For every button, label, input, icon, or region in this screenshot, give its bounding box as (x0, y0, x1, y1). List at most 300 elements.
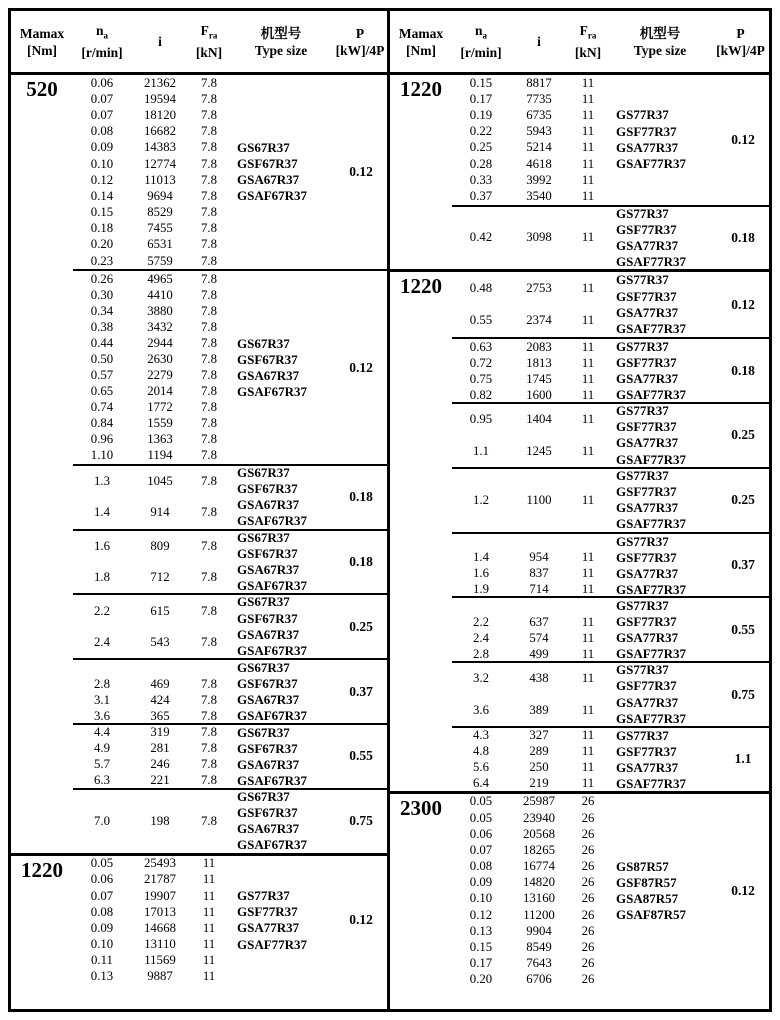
type-size: GSA67R37 (237, 367, 300, 383)
spec-lines (452, 534, 717, 597)
type-size: GSA77R37 (616, 694, 679, 710)
power-value: 1.1 (734, 751, 752, 767)
fra-value: 11 (581, 630, 595, 645)
type-size: GSA77R37 (616, 371, 679, 387)
na-value: 1.3 (94, 473, 110, 488)
type-size: GS87R57 (616, 858, 669, 874)
type-size-list (608, 663, 717, 726)
spec-block (452, 596, 769, 661)
power-value: 0.12 (349, 359, 373, 375)
force-symbol: $F_{ra}$ (579, 22, 597, 41)
type-label-en: Type size (633, 42, 687, 58)
ratio-value: 9694 (147, 188, 173, 203)
ratio-value: 2279 (147, 368, 173, 383)
type-size: GS67R37 (237, 788, 290, 804)
na-value: 0.06 (469, 826, 493, 841)
torque-value: 1220 (400, 274, 442, 299)
torque-unit: [Nm] (27, 42, 57, 58)
spec-table-left (11, 11, 390, 1009)
ratio-value: 499 (529, 646, 549, 661)
fra-value: 7.8 (201, 603, 217, 618)
type-size: GSF67R37 (237, 351, 298, 367)
spec-block (73, 75, 387, 269)
fra-value: 7.8 (201, 538, 217, 553)
table-row (452, 412, 608, 427)
na-value: 0.42 (469, 230, 493, 245)
fra-value: 11 (581, 387, 595, 402)
table-row (452, 281, 608, 296)
fra-value: 11 (202, 872, 216, 887)
na-value: 0.17 (469, 956, 493, 971)
col-header-power (712, 25, 769, 59)
type-size: GSF77R37 (616, 123, 677, 139)
na-value: 0.09 (469, 875, 493, 890)
spec-block (73, 464, 387, 529)
table-row (73, 741, 335, 757)
table-row (73, 448, 335, 464)
type-size-list (608, 272, 717, 337)
speed-symbol: $n_a$ (474, 22, 487, 41)
fra-value: 26 (581, 940, 595, 955)
fra-value: 7.8 (201, 188, 217, 203)
table-row (452, 355, 717, 371)
ratio-value: 954 (529, 550, 549, 565)
type-size: GS77R37 (616, 403, 669, 419)
fra-value: 7.8 (201, 448, 217, 463)
ratio-value: 9904 (526, 923, 552, 938)
na-value: 4.8 (473, 744, 489, 759)
ratio-symbol: i (537, 34, 541, 49)
na-value: 0.38 (90, 320, 114, 334)
fra-value: 26 (581, 891, 595, 906)
power-value: 0.55 (731, 621, 755, 637)
fra-value: 7.8 (201, 505, 217, 520)
type-size: GSAF67R37 (237, 188, 308, 204)
na-value: 0.96 (90, 432, 114, 447)
table-row (73, 872, 335, 888)
type-size: GS77R37 (616, 339, 669, 355)
type-size-list (229, 531, 335, 594)
na-value: 3.6 (473, 702, 489, 717)
fra-value: 11 (581, 492, 595, 507)
ratio-value: 574 (529, 630, 549, 645)
spec-block (73, 529, 387, 594)
type-size: GSAF77R37 (616, 254, 687, 270)
spec-block (73, 658, 387, 723)
table-row (452, 188, 717, 204)
fra-value: 11 (581, 156, 595, 171)
fra-value: 11 (581, 230, 595, 245)
na-value: 0.20 (469, 972, 493, 987)
type-size: GSA87R57 (616, 890, 679, 906)
na-value: 0.08 (469, 859, 493, 874)
type-size-list (229, 466, 335, 529)
type-size: GSAF87R57 (616, 907, 687, 923)
spec-table-right (390, 11, 769, 1009)
ratio-value: 637 (529, 614, 549, 629)
table-row (73, 237, 335, 253)
ratio-value: 1559 (147, 416, 173, 431)
ratio-value: 2753 (526, 281, 552, 296)
col-header-force (568, 22, 608, 62)
type-size: GSF67R37 (237, 740, 298, 756)
type-size: GSA77R37 (616, 630, 679, 646)
table-row (73, 814, 229, 829)
torque-value: 520 (26, 77, 58, 101)
torque-group (390, 269, 769, 790)
table-header (11, 11, 387, 75)
type-size: GSA77R37 (616, 238, 679, 253)
ratio-value: 1404 (526, 412, 552, 427)
torque-value: 2300 (400, 795, 442, 820)
type-size: GS67R37 (237, 139, 290, 155)
power-value: 0.12 (731, 882, 755, 898)
power-value: 0.18 (731, 362, 755, 378)
type-size-list (608, 207, 717, 270)
type-size: GSA67R37 (237, 626, 300, 642)
table-row (73, 505, 229, 520)
torque-group (11, 853, 387, 986)
na-value: 0.28 (469, 156, 493, 171)
table-row (452, 875, 717, 891)
type-size: GSAF77R37 (616, 321, 687, 336)
fra-value: 7.8 (201, 303, 217, 318)
na-value: 4.9 (94, 741, 110, 756)
ratio-value: 6531 (147, 237, 173, 252)
type-size: GS67R37 (237, 724, 290, 740)
na-value: 0.06 (90, 872, 114, 887)
table-row (452, 313, 608, 328)
fra-value: 7.8 (201, 384, 217, 399)
table-row (73, 368, 335, 384)
fra-value: 11 (202, 969, 216, 984)
spec-block (73, 269, 387, 463)
data-rows (73, 531, 229, 594)
type-size: GSAF77R37 (616, 646, 687, 662)
ratio-value: 21362 (144, 75, 176, 90)
col-header-speed (452, 22, 510, 62)
type-size: GSA77R37 (616, 565, 679, 581)
data-rows (73, 595, 229, 658)
fra-value: 11 (581, 339, 595, 354)
table-row (452, 842, 717, 858)
table-row (452, 339, 717, 355)
na-value: 0.26 (90, 271, 114, 286)
ratio-value: 5214 (526, 140, 552, 155)
power-value: 0.55 (349, 748, 373, 764)
ratio-value: 6735 (526, 107, 552, 122)
table-row (73, 221, 335, 237)
na-value: 4.4 (94, 725, 110, 740)
data-rows (452, 663, 608, 726)
data-rows (73, 466, 229, 529)
type-size: GSA67R37 (237, 561, 300, 577)
table-row (452, 124, 717, 140)
power-unit: [kW]/4P (335, 42, 385, 58)
ratio-value: 3540 (526, 188, 552, 203)
na-value: 0.75 (469, 371, 493, 386)
na-value: 0.11 (91, 953, 113, 968)
type-size: GSF77R37 (616, 743, 677, 759)
fra-value: 7.8 (201, 757, 217, 772)
ratio-value: 389 (529, 702, 549, 717)
fra-value: 7.8 (201, 237, 217, 252)
na-value: 0.84 (90, 416, 114, 431)
na-value: 0.44 (90, 336, 114, 351)
table-row (452, 776, 717, 791)
type-size: GS77R37 (616, 662, 669, 678)
fra-value: 7.8 (201, 124, 217, 139)
type-size: GSA77R37 (616, 304, 679, 320)
ratio-value: 1813 (526, 355, 552, 370)
fra-value: 11 (581, 566, 595, 581)
type-size-list (229, 790, 335, 853)
na-value: 0.05 (469, 794, 493, 809)
na-value: 0.18 (90, 221, 114, 236)
table-row (452, 598, 717, 614)
table-row (452, 891, 717, 907)
spec-lines (73, 75, 335, 269)
ratio-value: 11200 (523, 907, 555, 922)
ratio-value: 1772 (147, 400, 173, 415)
fra-value: 11 (581, 140, 595, 155)
spec-lines (73, 725, 335, 788)
speed-symbol: $n_a$ (95, 22, 108, 41)
table-row (452, 493, 608, 508)
na-value: 1.2 (473, 492, 489, 507)
ratio-value: 221 (150, 773, 170, 788)
power-value: 0.75 (349, 813, 373, 829)
fra-value: 11 (581, 582, 595, 597)
ratio-value: 2630 (147, 352, 173, 367)
table-row (73, 570, 229, 585)
na-value: 1.4 (473, 550, 489, 565)
table-row (73, 539, 229, 554)
type-size: GSF67R37 (237, 804, 298, 820)
type-size: GSAF67R37 (237, 772, 308, 788)
speed-unit: [r/min] (460, 45, 502, 61)
table-row (73, 287, 335, 303)
fra-value: 11 (581, 412, 595, 427)
fra-value: 11 (581, 744, 595, 759)
table-row (73, 432, 335, 448)
table-row (73, 75, 335, 91)
type-size: GSA77R37 (237, 920, 300, 936)
fra-value: 11 (202, 888, 216, 903)
table-header (390, 11, 769, 75)
na-value: 0.57 (90, 368, 114, 383)
table-row (452, 671, 608, 686)
ratio-value: 2014 (147, 384, 173, 399)
table-row (73, 757, 335, 773)
ratio-value: 7735 (526, 91, 552, 106)
fra-value: 7.8 (201, 156, 217, 171)
power-value: 0.75 (731, 686, 755, 702)
table-row (73, 635, 229, 650)
na-value: 0.23 (90, 253, 114, 268)
table-row (73, 400, 335, 416)
type-size: GSA77R37 (616, 435, 679, 451)
table-row (452, 794, 717, 810)
spec-block (452, 661, 769, 726)
table-row (73, 904, 335, 920)
type-size: GS67R37 (237, 529, 290, 545)
ratio-value: 246 (150, 757, 170, 772)
ratio-value: 11013 (144, 172, 176, 187)
ratio-value: 2374 (526, 313, 552, 328)
fra-value: 26 (581, 826, 595, 841)
fra-value: 7.8 (201, 368, 217, 383)
col-header-ratio (510, 33, 568, 50)
ratio-value: 319 (150, 725, 170, 740)
table-row (73, 188, 335, 204)
na-value: 2.4 (473, 630, 489, 645)
spec-block (452, 337, 769, 402)
table-row (73, 205, 335, 221)
block-list (73, 75, 387, 853)
fra-value: 7.8 (201, 725, 217, 740)
type-size: GSF67R37 (237, 481, 298, 496)
ratio-value: 7455 (147, 221, 173, 236)
table-row (73, 253, 335, 269)
spec-block (452, 205, 769, 270)
type-size: GSA67R37 (237, 821, 300, 837)
fra-value: 11 (202, 937, 216, 952)
fra-value: 7.8 (201, 140, 217, 155)
fra-value: 7.8 (201, 91, 217, 106)
na-value: 0.10 (90, 156, 114, 171)
table-row (73, 676, 335, 692)
na-value: 0.55 (469, 313, 493, 328)
ratio-value: 2944 (147, 336, 173, 351)
power-symbol: P (736, 25, 745, 41)
ratio-value: 4965 (147, 271, 173, 286)
na-value: 0.50 (90, 352, 114, 367)
fra-value: 7.8 (201, 692, 217, 707)
fra-value: 7.8 (201, 400, 217, 415)
ratio-value: 21787 (144, 872, 176, 887)
type-size: GSA67R37 (237, 172, 300, 188)
type-size: GS67R37 (237, 335, 290, 351)
table-row (452, 387, 717, 402)
fra-value: 7.8 (201, 320, 217, 334)
ratio-value: 1045 (147, 473, 173, 488)
table-row (73, 692, 335, 708)
type-size: GSAF67R37 (237, 383, 308, 399)
type-size: GSF77R37 (616, 678, 677, 694)
ratio-value: 7643 (526, 956, 552, 971)
table-row (73, 937, 335, 953)
na-value: 0.07 (90, 888, 114, 903)
col-header-type (229, 25, 333, 59)
type-size: GSF87R57 (616, 874, 677, 890)
ratio-value: 20568 (523, 826, 555, 841)
na-value: 2.4 (94, 634, 110, 649)
na-value: 5.6 (473, 760, 489, 775)
ratio-value: 1100 (526, 492, 552, 507)
type-size: GSF77R37 (616, 419, 677, 435)
ratio-value: 13110 (144, 937, 176, 952)
na-value: 2.8 (94, 676, 110, 691)
force-unit: [kN] (195, 45, 223, 61)
table-row (452, 907, 717, 923)
spec-lines (73, 271, 335, 463)
fra-value: 7.8 (201, 336, 217, 351)
ratio-value: 6706 (526, 972, 552, 987)
na-value: 6.3 (94, 773, 110, 788)
fra-value: 7.8 (201, 570, 217, 585)
type-size: GSA77R37 (616, 139, 679, 155)
ratio-value: 3432 (147, 320, 173, 334)
fra-value: 7.8 (201, 708, 217, 723)
type-size: GSAF77R37 (616, 775, 687, 791)
table-row (452, 550, 717, 566)
table-body (390, 75, 769, 1009)
spec-block (73, 788, 387, 853)
fra-value: 26 (581, 956, 595, 971)
block-list (452, 794, 769, 988)
fra-value: 11 (581, 776, 595, 791)
table-row (73, 920, 335, 936)
fra-value: 7.8 (201, 416, 217, 431)
ratio-value: 1245 (526, 443, 552, 458)
ratio-value: 12774 (144, 156, 176, 171)
spec-block (452, 726, 769, 791)
na-value: 0.12 (90, 172, 114, 187)
ratio-value: 8817 (526, 75, 552, 90)
ratio-value: 3992 (526, 172, 552, 187)
type-size: GS67R37 (237, 660, 290, 676)
na-value: 0.95 (469, 412, 493, 427)
spec-block (452, 402, 769, 467)
ratio-value: 17013 (144, 904, 176, 919)
catalog-page (8, 8, 772, 1012)
type-size: GSAF77R37 (616, 581, 687, 597)
na-value: 1.6 (94, 538, 110, 553)
type-size: GSF77R37 (616, 355, 677, 371)
type-size: GSAF77R37 (237, 936, 308, 952)
power-value: 0.37 (349, 683, 373, 699)
power-value: 0.37 (731, 556, 755, 572)
na-value: 0.63 (469, 339, 493, 354)
na-value: 5.7 (94, 757, 110, 772)
fra-value: 26 (581, 923, 595, 938)
power-value: 0.12 (731, 296, 755, 312)
na-value: 0.07 (469, 842, 493, 857)
na-value: 0.12 (469, 907, 493, 922)
table-row (452, 140, 717, 156)
na-value: 0.37 (469, 188, 493, 203)
na-value: 0.08 (90, 124, 114, 139)
ratio-value: 25987 (523, 794, 555, 809)
na-value: 0.07 (90, 107, 114, 122)
table-row (73, 319, 335, 335)
fra-value: 11 (581, 75, 595, 90)
torque-unit: [Nm] (406, 42, 436, 58)
fra-value: 7.8 (201, 172, 217, 187)
type-size: GSAF77R37 (616, 516, 687, 532)
table-row (73, 271, 335, 287)
fra-value: 11 (202, 920, 216, 935)
table-row (73, 953, 335, 969)
ratio-value: 5759 (147, 253, 173, 268)
na-value: 1.4 (94, 505, 110, 520)
na-value: 2.8 (473, 646, 489, 661)
ratio-value: 23940 (523, 810, 555, 825)
ratio-value: 11569 (144, 953, 176, 968)
block-list (452, 272, 769, 790)
spec-block (452, 272, 769, 337)
